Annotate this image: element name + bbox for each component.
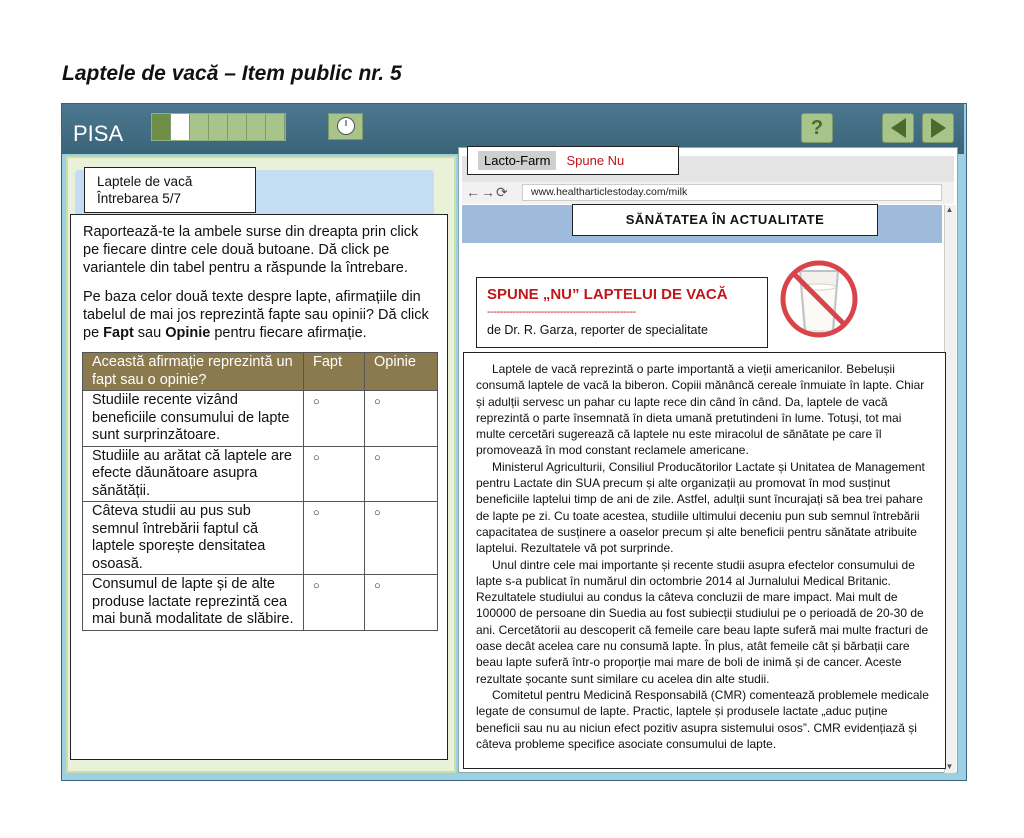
timer-button[interactable] (328, 113, 363, 140)
arrow-right-icon (931, 118, 946, 138)
opinion-radio[interactable]: ○ (365, 391, 438, 447)
fact-radio[interactable]: ○ (304, 446, 365, 502)
prompt-text: Pe baza celor două texte despre lapte, afirmațiile din tabelul de mai jos reprezintă fapte sau opinii? Dă click pe Fapt sau Opinie pentru fiecare afirmație. (83, 289, 429, 341)
scroll-down-icon[interactable]: ▼ (945, 762, 954, 771)
unit-title: Laptele de vacă (97, 174, 193, 189)
progress-segment (228, 114, 247, 140)
statement-column-header: Această afirmație reprezintă un fapt sau o opinie? (83, 353, 304, 391)
article-paragraph: Unul dintre cele mai importante și recente studii asupra efectelor consumului de lapte s-a publicat în numărul din octombrie 2014 al Jurnalului Medical Britanic. Rezultatele studiului au condus la câteva concluzii de mare impact. Mai mult de 100000 de persoane din Suedia au fost subiecții studiului pe o perioadă de 20-30 de ani. Cercetătorii au descoperit că femeile care beau lapte suferă mai multe fracturi de oase decât acelea care nu consumă lapte. În plus, atât femeile cât și bărbații care beau lapte suferă într-o proporție mai mare de boli de inimă și de cancer. Aceste rezultate șocante sunt similare cu acelea din alte studii. (476, 557, 929, 686)
opinion-radio[interactable]: ○ (365, 446, 438, 502)
fact-radio[interactable]: ○ (304, 575, 365, 631)
answer-table-header (83, 353, 438, 391)
progress-segment (209, 114, 228, 140)
pisa-logo: PISA (73, 121, 124, 146)
opinion-radio[interactable]: ○ (365, 575, 438, 631)
progress-segment (266, 114, 285, 140)
question-number: Întrebarea 5/7 (97, 191, 182, 206)
document-title: Laptele de vacă – Item public nr. 5 (62, 62, 402, 85)
progress-bar (151, 113, 286, 141)
fact-radio[interactable]: ○ (304, 391, 365, 447)
statement-text: Studiile recente vizând beneficiile consumului de lapte sunt surprinzătoare. (83, 391, 304, 447)
question-label (84, 167, 256, 213)
clock-icon (337, 117, 355, 135)
fact-radio[interactable]: ○ (304, 502, 365, 575)
progress-segment (152, 114, 171, 140)
table-row (83, 575, 438, 631)
article-headline-box (476, 277, 768, 348)
fact-column-header: Fapt (304, 353, 365, 391)
article-paragraph: Ministerul Agriculturii, Consiliul Producătorilor Lactate și Unitatea de Management pentru Lactate din SUA precum și alte organizații au promovat în mod susținut beneficiile laptelui timp de ani de zile. Astfel, adulții sunt încurajați să bea trei pahare de lapte pe zi. Cu toate acestea, studiile ultimului deceniu pun sub semnul întrebării capacitatea de susținere a oaselor precum și alte beneficii pentru sănătate atribuite laptelui. Rezultatele vă pot surprinde. (476, 459, 925, 556)
site-title: SĂNĂTATEA ÎN ACTUALITATE (572, 204, 878, 236)
table-row (83, 391, 438, 447)
instruction-text: Raportează-te la ambele surse din dreapta prin click pe fiecare dintre cele două butoane. Dă click pe variantele din tabel pentru a răspunde la întrebare. (83, 224, 419, 276)
article-paragraph: Comitetul pentru Medicină Responsabilă (CMR) comentează problemele medicale legate de consumul de lapte. Practic, laptele și produsele lactate „aduc puține beneficii sau nu au niciun efect pozitiv asupra sistemului osos”. CMR evidențiază și câteva probleme specifice asociate consumului de lapte. (476, 687, 929, 751)
article-byline: de Dr. R. Garza, reporter de specialitate (487, 323, 708, 337)
no-milk-glass-icon (778, 253, 860, 341)
table-row (83, 446, 438, 502)
tab-lacto-farm[interactable]: Lacto-Farm (478, 151, 556, 170)
help-button[interactable] (801, 113, 833, 143)
question-mark-icon: ? (810, 116, 824, 139)
previous-button[interactable] (882, 113, 914, 143)
headline-rule: ----------------------------------------------- (487, 307, 636, 317)
statement-text: Studiile au arătat că laptele are efecte dăunătoare asupra sănătății. (83, 446, 304, 502)
tab-spune-nu[interactable]: Spune Nu (566, 153, 625, 168)
url-field: www.healtharticlestoday.com/milk (522, 184, 942, 201)
progress-segment (171, 114, 190, 140)
statement-text: Câteva studii au pus sub semnul întrebării faptul că laptele sporește densitatea osoasă. (83, 502, 304, 575)
progress-segment (247, 114, 266, 140)
progress-segment (190, 114, 209, 140)
table-row (83, 502, 438, 575)
article-paragraph: Laptele de vacă reprezintă o parte importantă a vieții americanilor. Bebelușii consumă laptele de vacă la biberon. Copiii mănâncă cereale înmuiate în lapte. Chiar și adulții servesc un pahar cu lapte rece din când în când. Da, laptele de vacă reprezintă o parte însemnată în dieta umană pretutindeni în lume. Totuși, tot mai multe cercetări sugerează că laptele nu este miracolul de sănătate pe care îl promovează în mod constant reclamele americane. (476, 362, 925, 458)
opinion-column-header: Opinie (365, 353, 438, 391)
answer-table (82, 352, 438, 631)
scroll-up-icon[interactable]: ▲ (945, 205, 954, 214)
source-tabs (467, 146, 679, 175)
article-body (463, 352, 946, 769)
article-headline: SPUNE „NU” LAPTELUI DE VACĂ (487, 286, 728, 303)
opinion-radio[interactable]: ○ (365, 502, 438, 575)
next-button[interactable] (922, 113, 954, 143)
browser-nav-icons: ←→⟳ (466, 184, 509, 200)
statement-text: Consumul de lapte și de alte produse lactate reprezintă cea mai bună modalitate de slăbire. (83, 575, 304, 631)
arrow-left-icon (891, 118, 906, 138)
